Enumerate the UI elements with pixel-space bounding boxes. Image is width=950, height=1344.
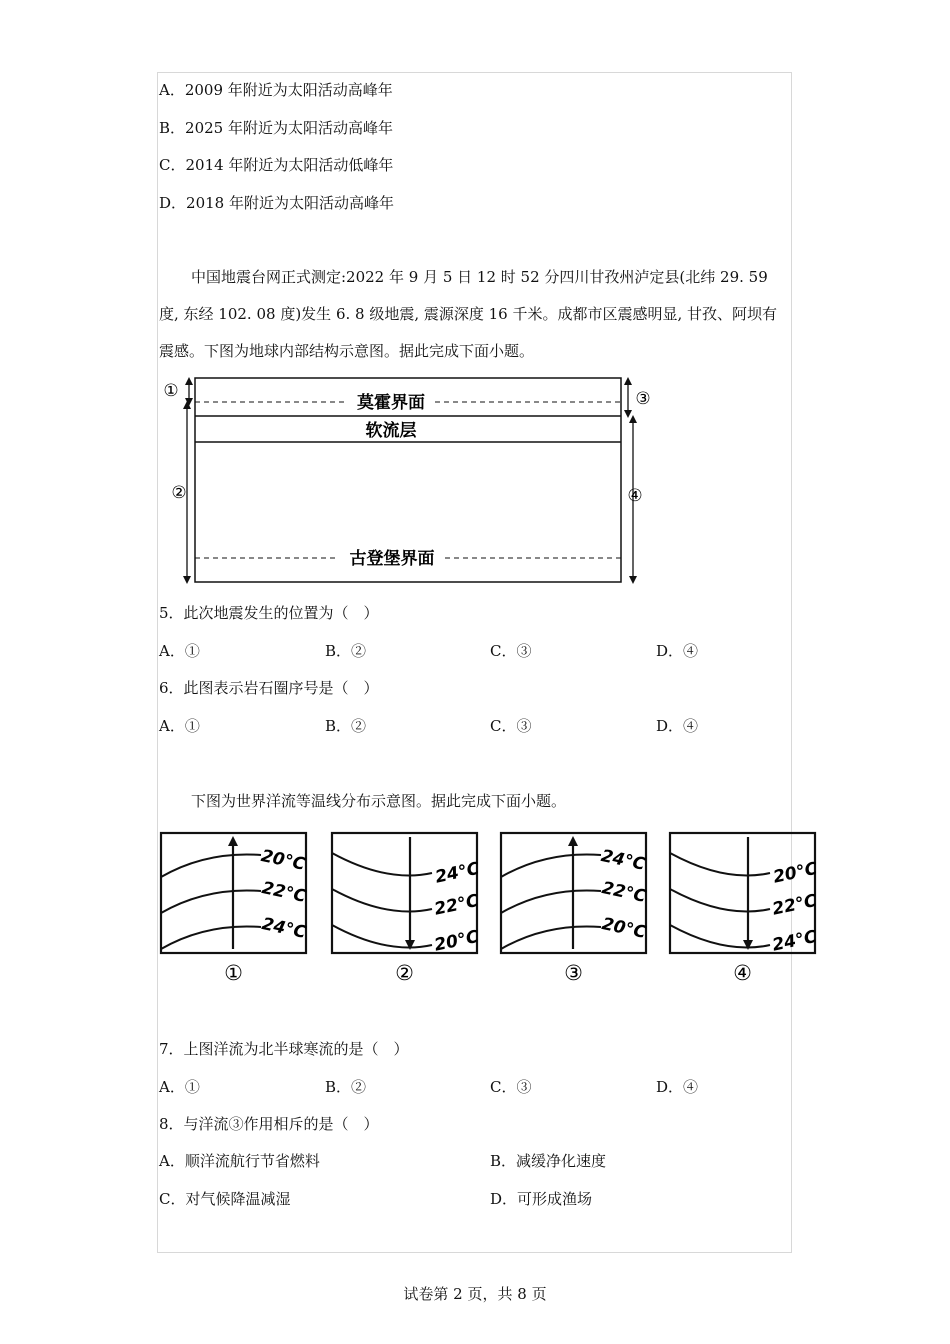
- current-intro: 下图为世界洋流等温线分布示意图。据此完成下面小题。: [191, 792, 567, 810]
- q5-option-d: D．④: [656, 642, 699, 660]
- q7-option-c: C．③: [490, 1078, 532, 1096]
- isotherm-label: 22°C: [259, 878, 308, 907]
- isotherm-label: 20°C: [432, 926, 481, 956]
- asthenosphere-label: 软流层: [365, 421, 417, 441]
- isotherm-label: 24°C: [433, 858, 482, 888]
- current-panel-4: [670, 833, 820, 985]
- q4-option-d: D．2018 年附近为太阳活动高峰年: [159, 194, 394, 212]
- marker-2: ②: [171, 483, 187, 503]
- q6-option-d: D．④: [656, 717, 699, 735]
- page-footer: 试卷第 2 页，共 8 页: [403, 1285, 547, 1303]
- q7-option-b: B．②: [325, 1078, 367, 1096]
- isotherm-line: [501, 890, 601, 913]
- q4-option-b: B．2025 年附近为太阳活动高峰年: [159, 119, 393, 137]
- q5-option-c: C．③: [490, 642, 532, 660]
- isotherm-label: 24°C: [770, 926, 819, 956]
- marker-4: ④: [627, 486, 643, 506]
- q8-option-c: C．对气候降温减湿: [159, 1190, 291, 1208]
- isotherm-line: [332, 889, 432, 912]
- gutenberg-label: 古登堡界面: [349, 549, 435, 569]
- panel-caption: ②: [395, 961, 414, 985]
- q4-option-a: A．2009 年附近为太阳活动高峰年: [159, 81, 393, 99]
- earth-structure-diagram: [157, 372, 667, 590]
- isotherm-label: 22°C: [432, 890, 481, 920]
- q6-option-b: B．②: [325, 717, 367, 735]
- isotherm-label: 20°C: [259, 846, 307, 875]
- current-panel-2: [332, 833, 482, 985]
- panel-caption: ④: [733, 961, 752, 985]
- isotherm-line: [501, 854, 601, 877]
- q6-option-c: C．③: [490, 717, 532, 735]
- q8-stem: 8．与洋流③作用相斥的是（ ）: [159, 1115, 379, 1133]
- isotherm-line: [332, 853, 432, 876]
- panel-caption: ③: [564, 961, 583, 985]
- q7-option-d: D．④: [656, 1078, 699, 1096]
- panel-caption: ①: [224, 961, 243, 985]
- isotherm-line: [161, 890, 261, 913]
- isotherm-label: 20°C: [599, 914, 648, 943]
- isotherm-line: [670, 889, 770, 912]
- isotherm-label: 22°C: [599, 878, 648, 907]
- q7-option-a: A．①: [159, 1078, 200, 1096]
- q5-option-b: B．②: [325, 642, 367, 660]
- moho-label: 莫霍界面: [357, 393, 425, 413]
- q5-stem: 5．此次地震发生的位置为（ ）: [159, 604, 379, 622]
- q5-option-a: A．①: [159, 642, 200, 660]
- isotherm-line: [161, 854, 261, 877]
- q7-stem: 7．上图洋流为北半球寒流的是（ ）: [159, 1040, 409, 1058]
- marker-1: ①: [163, 381, 179, 401]
- isotherm-label: 24°C: [259, 914, 308, 943]
- q6-stem: 6．此图表示岩石圈序号是（ ）: [159, 679, 379, 697]
- isotherm-line: [161, 926, 261, 949]
- isotherm-line: [332, 925, 432, 948]
- earthquake-intro-text: 中国地震台网正式测定:2022 年 9 月 5 日 12 时 52 分四川甘孜州泸定县(北纬 29. 59 度, 东经 102. 08 度)发生 6. 8 级地震, 震源深度 16 千米。成都市区震感明显, 甘孜、阿坝有震感。下图为地球内部结构示意图。据此完成下面小题。: [159, 268, 778, 360]
- q8-option-d: D．可形成渔场: [490, 1190, 593, 1208]
- isotherm-label: 24°C: [599, 846, 647, 875]
- isotherm-line: [670, 925, 770, 948]
- q8-option-b: B．减缓净化速度: [490, 1152, 607, 1170]
- ocean-current-diagrams: [157, 820, 820, 986]
- isotherm-label: 22°C: [770, 890, 819, 920]
- earthquake-intro: [159, 259, 791, 370]
- isotherm-line: [501, 926, 601, 949]
- page-frame: [157, 72, 792, 1253]
- q8-option-a: A．顺洋流航行节省燃料: [159, 1152, 320, 1170]
- q6-option-a: A．①: [159, 717, 200, 735]
- marker-3: ③: [635, 389, 651, 409]
- isotherm-line: [670, 853, 770, 876]
- q4-option-c: C．2014 年附近为太阳活动低峰年: [159, 156, 394, 174]
- isotherm-label: 20°C: [771, 858, 820, 888]
- current-panel-3: [501, 833, 648, 985]
- current-panel-1: [161, 833, 308, 985]
